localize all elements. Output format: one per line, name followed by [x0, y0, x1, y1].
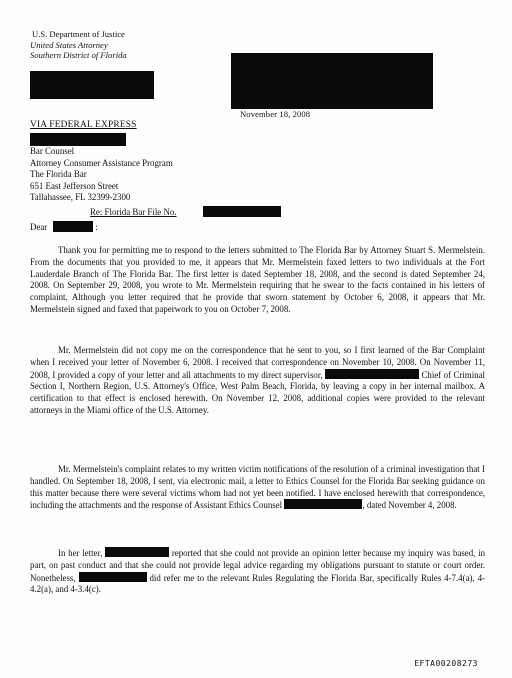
redaction-block-name [105, 547, 169, 557]
redaction-block-letterhead [231, 53, 433, 109]
paragraph-text [30, 547, 485, 596]
paragraph-segment: In her letter, [58, 548, 103, 558]
salutation [30, 221, 98, 232]
paragraph-segment: Mr. Mermelstein's complaint relates to my written victim notifications of the resolution of a criminal investigation that I handled. On September 18, 2008, I sent, via electronic mail, a letter to Ethics Counsel for the Florida Bar seeking guidance on this matter because there were several victims whom had not yet been notified. I have enclosed herewith that correspondence, including the attachments and the response of Assistant Ethics Counsel [30, 464, 485, 511]
paragraph-3 [30, 464, 485, 512]
recipient-address [30, 146, 173, 204]
redaction-block-ethics-counsel [284, 499, 362, 509]
paragraph-text [30, 464, 485, 512]
letter-date: November 18, 2008 [240, 109, 311, 119]
address-line: 651 East Jefferson Street [30, 180, 119, 191]
paragraph-2 [30, 345, 485, 417]
redaction-block-sender [30, 71, 154, 99]
redaction-block-file-number [203, 206, 281, 217]
bates-number: EFTA00208273 [414, 659, 478, 668]
paragraph-segment: , dated November 4, 2008. [362, 500, 457, 511]
re-text: Re: Florida Bar File No. [90, 207, 177, 217]
redaction-block-name-2 [79, 572, 147, 582]
salutation-text: Dear [30, 222, 48, 232]
redaction-block-recipient [30, 133, 126, 146]
redaction-block-supervisor [325, 369, 419, 379]
paragraph-text [30, 345, 485, 417]
paragraph-4 [30, 547, 485, 596]
address-line: The Florida Bar [30, 169, 87, 180]
paragraph-segment: did refer me to the relevant Rules Regulating the Florida Bar, specifically Rules 4-7.4(a), 4-4.2(a), and 4-3.4(c). [30, 572, 485, 595]
letterhead [30, 29, 127, 61]
paragraph-1 [30, 245, 485, 316]
salutation-colon: : [95, 222, 98, 232]
paragraph-segment: Mr. Mermelstein did not copy me on the correspondence that he sent to you, so I first learned of the Bar Complaint when I received your letter of November 6, 2008. I received that correspondence on November 10, 2008. On November 11, 2008, I provided a copy of your letter and all attachments to my direct supervisor, [30, 345, 485, 380]
paragraph-segment: Chief of Criminal Section I, Northern Region, U.S. Attorney's Office, West Palm Beach, Florida, by leaving a copy in her internal mailbox. A certification to that effect is enclosed herewith. On November 12, 2008, additional copies were provided to the relevant attorneys in the Miami office of the U.S. Attorney. [30, 369, 486, 415]
redaction-block-addressee [53, 221, 93, 232]
district-name: Southern District of Florida [30, 50, 127, 60]
office-name: United States Attorney [30, 39, 108, 50]
delivery-method: VIA FEDERAL EXPRESS [30, 120, 137, 130]
address-line: Tallahassee, FL 32399-2300 [30, 192, 131, 203]
department-name: U.S. Department of Justice [32, 29, 125, 39]
paragraph-text: Thank you for permitting me to respond to the letters submitted to The Florida Bar by Attorney Stuart S. Mermelstein. From the documents that you provided to me, it appears that Mr. Mermelstein faxed letters to two individuals at the Fort Lauderdale Branch of The Florida Bar. The first letter is dated September 18, 2008, and the second is dated September 24, 2008. On September 29, 2008, you wrote to Mr. Mermelstein requiring that he swear to the facts contained in his letters of complaint. Although you letter required that he provide that sworn statement by October 6, 2008, it appears that Mr. Mermelstein signed and faxed that paperwork to you on October 7, 2008. [30, 245, 485, 314]
re-line [90, 207, 177, 217]
paragraph-segment: reported that she could not provide an opinion letter because my inquiry was based, in part, on past conduct and that she could not provide legal advice regarding my obligations pursuant to statute or court order. Nonetheless, [30, 548, 486, 583]
address-line: Attorney Consumer Assistance Program [30, 157, 173, 168]
address-line: Bar Counsel [30, 146, 75, 156]
